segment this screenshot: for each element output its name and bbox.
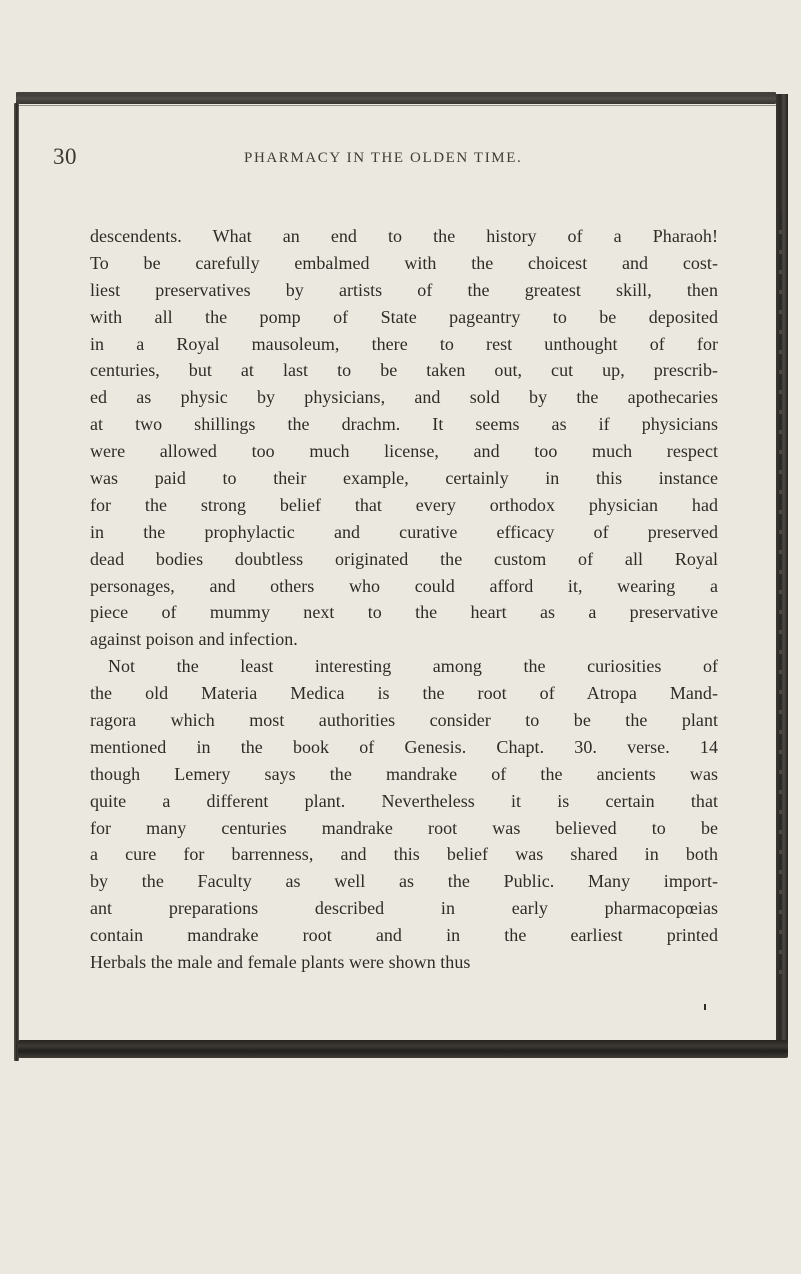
text-line-27: contain mandrake root and in the earliest printed	[90, 925, 718, 946]
text-line-28: Herbals the male and female plants were shown thus	[90, 952, 471, 973]
text-line-22: quite a different plant. Nevertheless it is certain that	[90, 790, 718, 811]
text-line-9: were allowed too much license, and too much respect	[90, 441, 718, 462]
text-line-13: dead bodies doubtless originated the custom of all Royal	[90, 548, 718, 569]
text-line-26: ant preparations described in early pharmacopœias	[90, 898, 718, 919]
text-line-7: ed as physic by physicians, and sold by the apothecaries	[90, 387, 718, 408]
text-line-16: against poison and infection.	[90, 629, 298, 650]
running-title: PHARMACY IN THE OLDEN TIME.	[244, 150, 523, 166]
text-line-17: Not the least interesting among the curiosities of	[108, 656, 718, 677]
text-line-1: descendents. What an end to the history of a Pharaoh!	[90, 226, 718, 246]
text-line-25: by the Faculty as well as the Public. Many import-	[90, 871, 718, 892]
text-line-14: personages, and others who could afford it, wearing a	[90, 575, 718, 596]
text-line-11: for the strong belief that every orthodox physician had	[90, 494, 718, 515]
text-line-18: the old Materia Medica is the root of Atropa Mand-	[90, 683, 718, 704]
right-page-border	[776, 94, 788, 1042]
text-line-10: was paid to their example, certainly in this instance	[90, 468, 718, 489]
text-line-21: though Lemery says the mandrake of the ancients was	[90, 763, 718, 784]
text-line-15: piece of mummy next to the heart as a preservative	[90, 602, 718, 623]
page-number: 30	[53, 144, 77, 169]
left-page-border	[14, 103, 19, 1061]
printer-mark	[704, 1004, 706, 1010]
text-line-12: in the prophylactic and curative efficacy of preserved	[90, 521, 718, 542]
page-header	[53, 143, 743, 178]
text-line-3: liest preservatives by artists of the greatest skill, then	[90, 279, 718, 300]
text-line-8: at two shillings the drachm. It seems as if physicians	[90, 414, 718, 435]
text-line-6: centuries, but at last to be taken out, cut up, prescrib-	[90, 360, 718, 381]
body-text	[90, 223, 718, 1001]
text-line-5: in a Royal mausoleum, there to rest unthought of for	[90, 333, 718, 354]
text-line-20: mentioned in the book of Genesis. Chapt. 30. verse. 14	[90, 736, 718, 757]
text-line-2: To be carefully embalmed with the choicest and cost-	[90, 252, 718, 273]
bottom-page-border	[18, 1040, 788, 1058]
top-page-border	[16, 92, 776, 104]
text-line-23: for many centuries mandrake root was believed to be	[90, 817, 718, 838]
text-line-4: with all the pomp of State pageantry to be deposited	[90, 306, 718, 327]
text-line-19: ragora which most authorities consider to be the plant	[90, 710, 718, 731]
text-line-24: a cure for barrenness, and this belief was shared in both	[90, 844, 718, 865]
